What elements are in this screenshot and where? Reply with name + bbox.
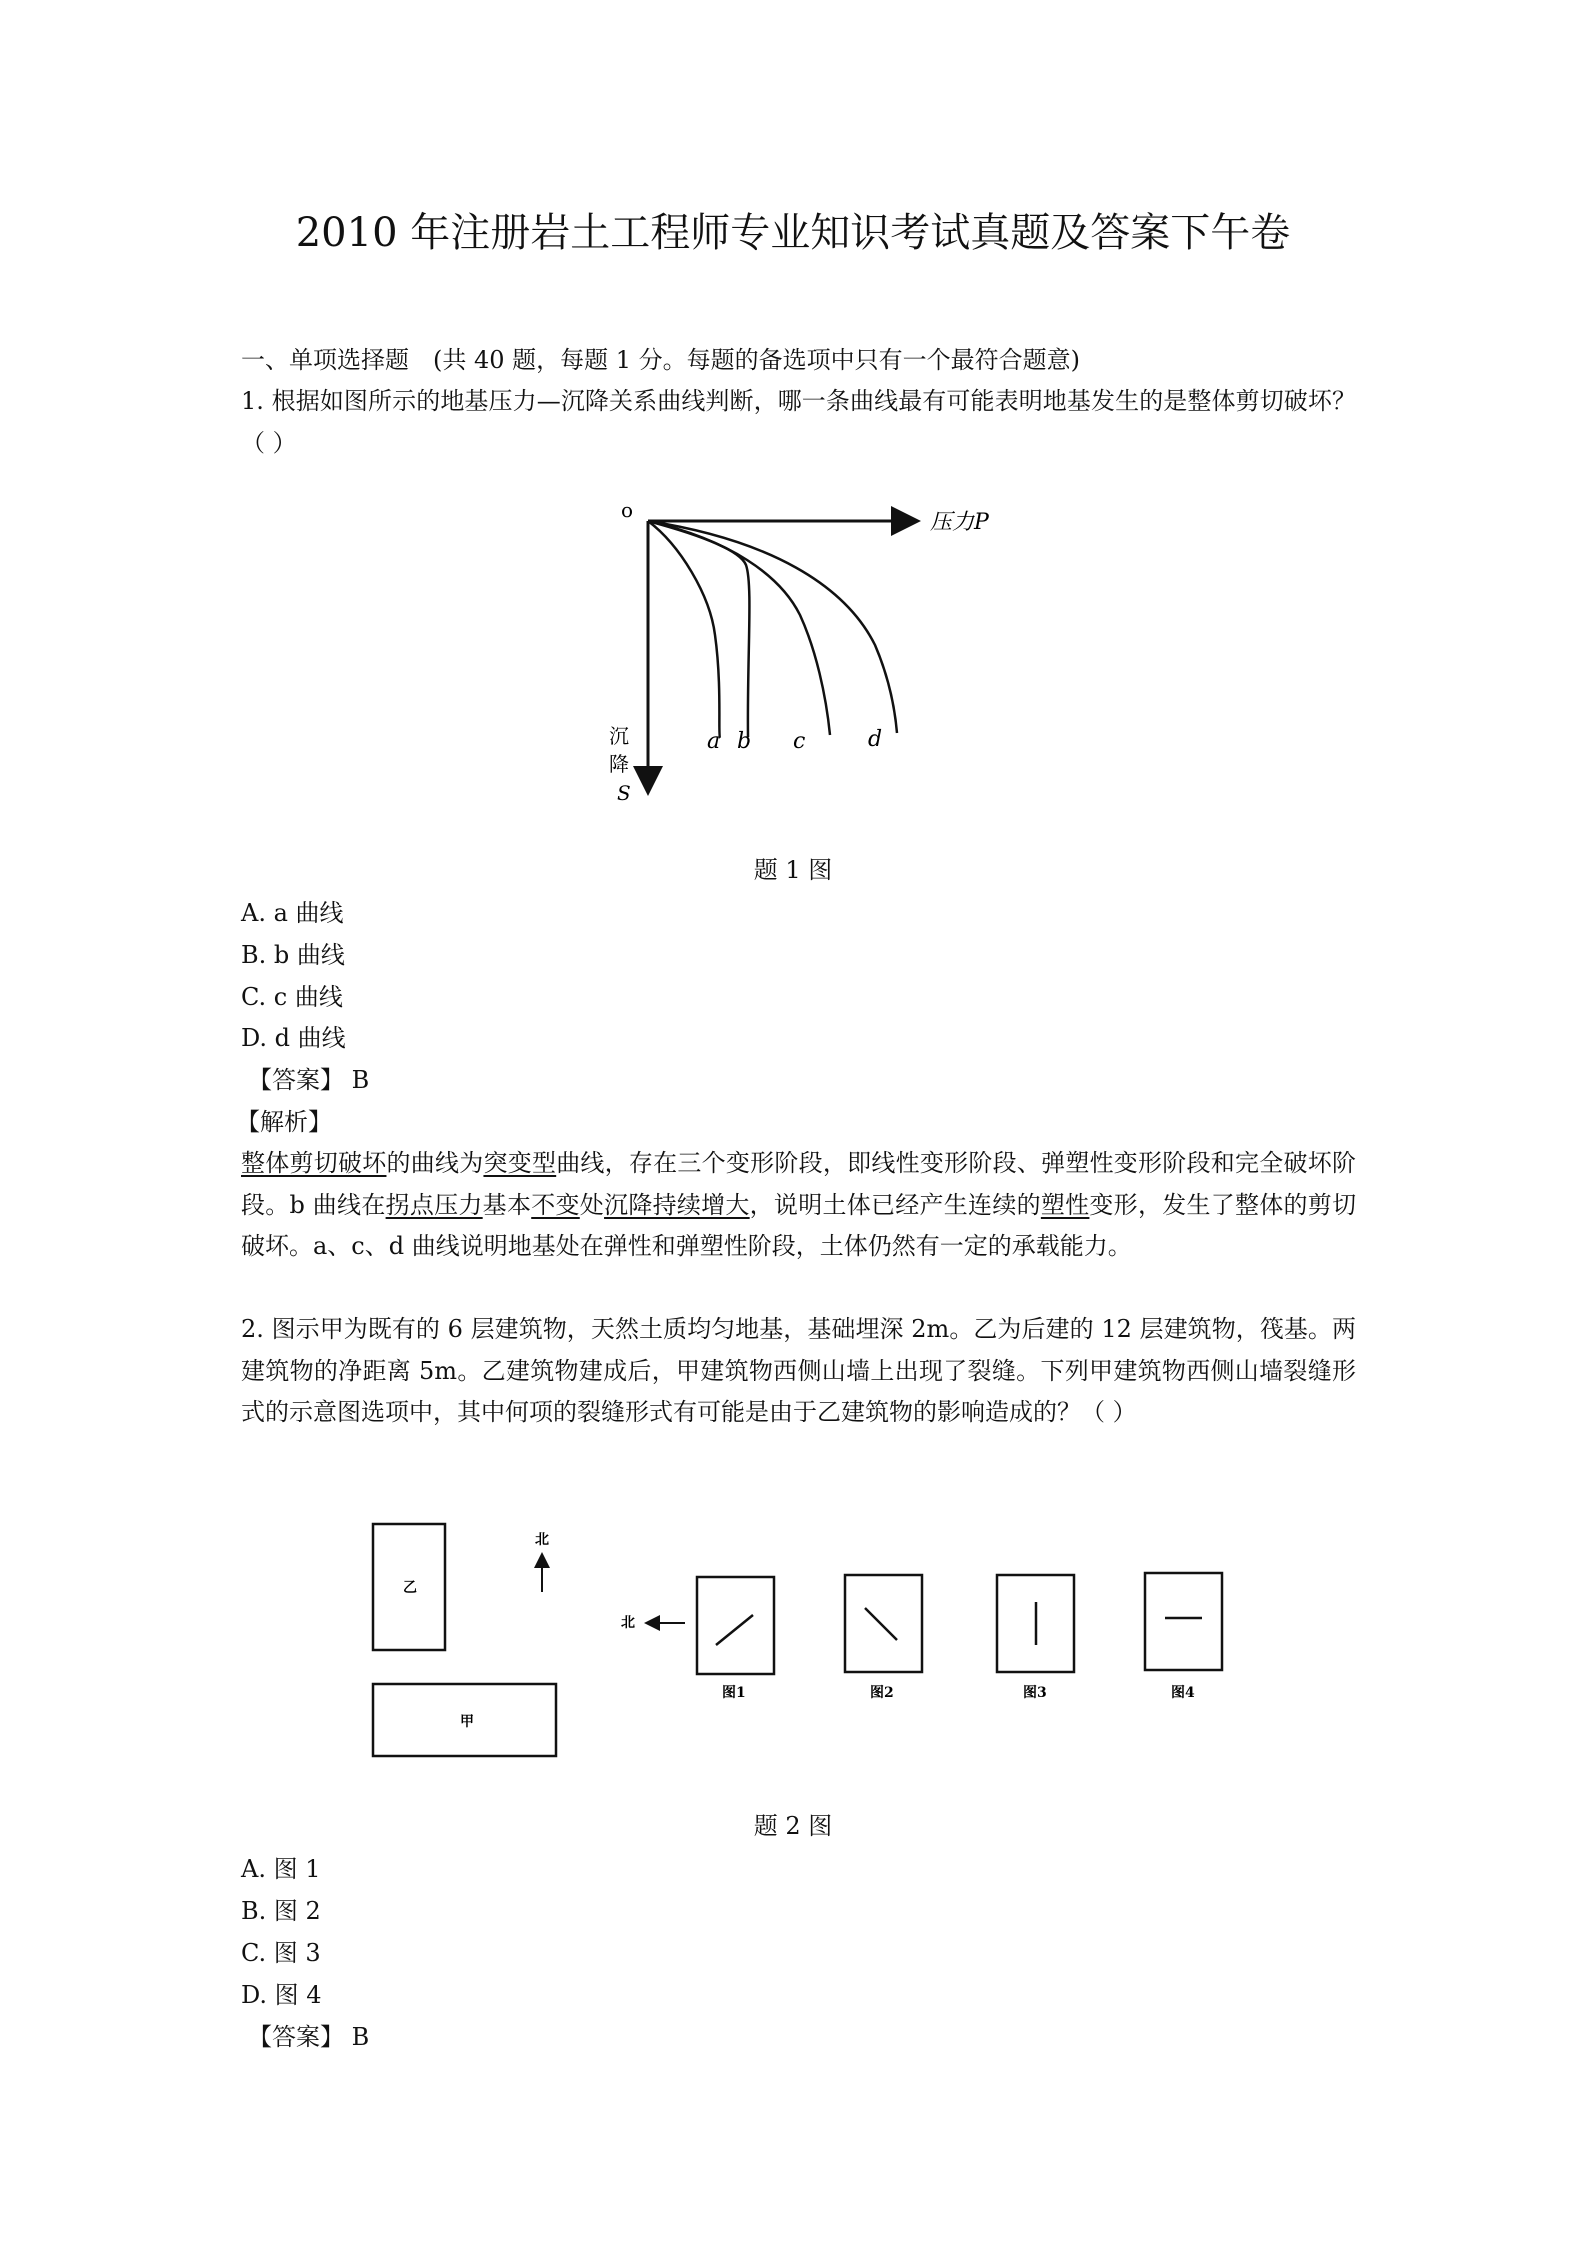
q1-option-d: D. d 曲线	[241, 1024, 346, 1052]
analysis-term-abrupt: 突变型	[483, 1149, 557, 1177]
curve-label-b: b	[737, 729, 752, 754]
figure-2-caption: 题 2 图	[753, 1812, 833, 1840]
building-jia-label: 甲	[460, 1714, 474, 1730]
analysis-term-inflection-pressure: 拐点压力	[385, 1190, 483, 1219]
settlement-axis-label-2: 降	[609, 752, 629, 776]
analysis-text-segment: 基本	[482, 1190, 532, 1219]
crack-diagonal-2	[865, 1608, 897, 1640]
panel-label-2: 图2	[870, 1685, 894, 1701]
section-heading: 一、单项选择题 (共 40 题，每题 1 分。每题的备选项中只有一个最符合题意)	[241, 346, 1081, 374]
q1-option-c: C. c 曲线	[241, 983, 343, 1011]
q1-option-b: B. b 曲线	[241, 941, 345, 969]
settlement-axis-label-1: 沉	[609, 724, 629, 748]
analysis-text-segment: 的曲线为	[386, 1149, 484, 1177]
panel-label-3: 图3	[1023, 1685, 1047, 1701]
analysis-text-segment: 曲线，存在三个变形阶段，即线性变形阶段、弹塑性变形阶段和完全破坏阶段。b 曲线在	[241, 1149, 1357, 1219]
pressure-axis-label: 压力P	[930, 510, 989, 535]
figure-1-caption: 题 1 图	[753, 856, 833, 884]
q1-answer: 【答案】 B	[248, 1066, 370, 1094]
crack-diagonal-1	[716, 1615, 753, 1645]
q2-option-b: B. 图 2	[241, 1897, 321, 1925]
north-label-2: 北	[621, 1615, 635, 1631]
figure-1-pressure-settlement	[590, 495, 1030, 815]
analysis-term-general-shear: 整体剪切破坏	[241, 1149, 387, 1177]
curve-label-c: c	[793, 729, 806, 754]
q2-option-a: A. 图 1	[241, 1855, 321, 1883]
question-2-text: 2. 图示甲为既有的 6 层建筑物，天然土质均匀地基，基础埋深 2m。乙为后建的 12 层建筑物，筏基。两建筑物的净距离 5m。乙建筑物建成后，甲建筑物西侧山墙上出现了裂缝。下列甲建筑物西侧山墙裂缝形式的示意图选项中，其中何项的裂缝形式有可能是由于乙建筑物的影响造成的？（ ）	[241, 1315, 1356, 1426]
q2-option-d: D. 图 4	[241, 1981, 322, 2009]
analysis-text-segment: 处	[579, 1190, 605, 1219]
q1-analysis-text	[241, 1143, 1356, 1268]
crack-panel-2	[845, 1575, 922, 1672]
q2-answer: 【答案】 B	[248, 2023, 370, 2051]
curve-label-a: a	[707, 729, 721, 754]
settlement-axis-label-3: S	[617, 781, 631, 805]
curve-c	[648, 521, 830, 735]
crack-panel-4	[1145, 1573, 1222, 1670]
curve-d	[648, 521, 897, 733]
analysis-term-plastic: 塑性	[1040, 1190, 1090, 1219]
analysis-term-settlement-increase: 沉降持续增大	[604, 1190, 750, 1219]
building-yi-label: 乙	[403, 1580, 417, 1596]
question-1-text: 1. 根据如图所示的地基压力—沉降关系曲线判断，哪一条曲线最有可能表明地基发生的是整体剪切破坏？（ ）	[241, 387, 1356, 457]
q1-analysis-label: 【解析】	[236, 1108, 332, 1136]
curve-a	[648, 521, 720, 738]
north-label: 北	[535, 1532, 549, 1548]
q2-option-c: C. 图 3	[241, 1939, 321, 1967]
page-title: 2010 年注册岩土工程师专业知识考试真题及答案下午卷	[295, 210, 1291, 256]
analysis-text-segment: ，说明土体已经产生连续的	[749, 1190, 1041, 1219]
panel-label-1: 图1	[722, 1685, 746, 1701]
curve-label-d: d	[868, 727, 883, 752]
figure-2-crack-patterns	[360, 1510, 1240, 1770]
origin-label: o	[621, 498, 634, 522]
analysis-term-unchanged: 不变	[531, 1190, 580, 1219]
crack-panel-1	[697, 1577, 774, 1674]
panel-label-4: 图4	[1171, 1685, 1195, 1701]
analysis-text-segment: 变形，发生了整体的剪切破坏。a、c、d 曲线说明地基处在弹性和弹塑性阶段，土体仍然有一定的承载能力。	[241, 1190, 1357, 1260]
q1-option-a: A. a 曲线	[241, 899, 344, 927]
